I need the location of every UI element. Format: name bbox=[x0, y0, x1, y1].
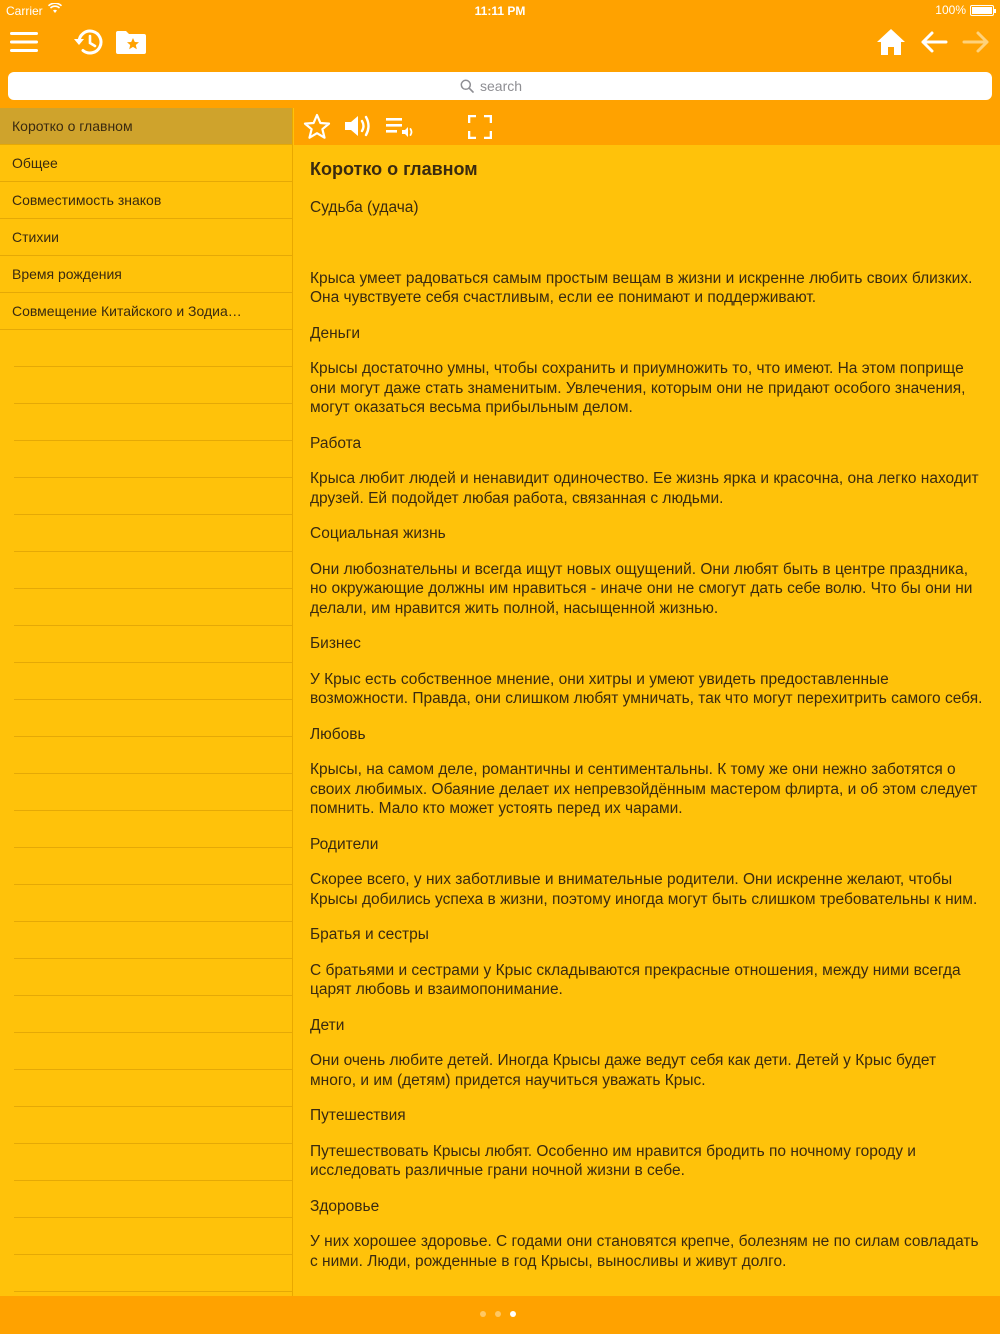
sidebar-empty-row bbox=[14, 1218, 292, 1255]
battery-indicator bbox=[935, 3, 994, 17]
fullscreen-icon bbox=[468, 115, 492, 139]
sidebar-empty-row bbox=[14, 922, 292, 959]
section-heading-health: Здоровье bbox=[310, 1197, 380, 1215]
sidebar-empty-row bbox=[14, 1181, 292, 1218]
content-toolbar bbox=[294, 108, 1000, 145]
sidebar-empty-row bbox=[14, 885, 292, 922]
article-content bbox=[294, 145, 1000, 1296]
sidebar-empty-row bbox=[14, 1107, 292, 1144]
menu-button[interactable] bbox=[8, 28, 40, 56]
bottom-bar bbox=[0, 1296, 1000, 1334]
bookmarks-folder-icon bbox=[115, 29, 147, 55]
sidebar-empty-row bbox=[14, 663, 292, 700]
sidebar-empty-row bbox=[14, 589, 292, 626]
paragraph-siblings: С братьями и сестрами у Крыс складываются прекрасные отношения, между ними всегда царят любовь и взаимопонимание. bbox=[310, 961, 961, 998]
section-heading-siblings: Братья и сестры bbox=[310, 926, 429, 943]
battery-icon bbox=[970, 5, 994, 16]
search-icon bbox=[460, 79, 474, 93]
sidebar-empty-row bbox=[14, 700, 292, 737]
clock: 11:11 PM bbox=[474, 4, 526, 18]
sidebar-empty-row bbox=[14, 404, 292, 441]
paragraph-children: Они очень любите детей. Иногда Крысы даже ведут себя как дети. Детей у Крыс будет много, и им (детям) придется научиться уважать Крыс. bbox=[310, 1052, 937, 1089]
top-bar bbox=[0, 0, 1000, 108]
paragraph-love: Крысы, на самом деле, романтичны и сентиментальны. К тому же они нежно заботятся о своих любимых. Обаяние делает их непревзойдённым мастером флирта, и об этом следует помнить. Мало кто может устоять перед их чарами. bbox=[310, 761, 978, 817]
battery-percent: 100% bbox=[935, 3, 966, 17]
sidebar-empty-row bbox=[14, 330, 292, 367]
sidebar-item-elements[interactable]: Стихии bbox=[0, 219, 292, 256]
sidebar-empty-row bbox=[14, 1255, 292, 1292]
back-button[interactable] bbox=[918, 28, 950, 56]
home-icon bbox=[876, 28, 906, 56]
section-heading-fate: Судьба (удача) bbox=[310, 199, 419, 216]
paragraph-social-life: Они любознательны и всегда ищут новых ощущений. Они любят быть в центре праздника, но окружающие должны им нравиться - иначе они не смогут дать себе волю. Что бы они ни делали, им нравится жить полной, насыщенной жизнью. bbox=[310, 560, 973, 617]
speak-button[interactable] bbox=[343, 111, 373, 141]
spacer bbox=[310, 234, 984, 269]
section-heading-parents: Родители bbox=[310, 835, 379, 853]
section-heading-love: Любовь bbox=[310, 725, 366, 743]
playlist-button[interactable] bbox=[384, 112, 418, 142]
sidebar-empty-row bbox=[14, 626, 292, 663]
paragraph-parents: Скорее всего, у них заботливые и внимательные родители. Они искренне желают, чтобы Крысы добились успеха в жизни, поэтому иногда могут быть слишком требовательны к ним. bbox=[310, 871, 978, 908]
sidebar-empty-row bbox=[14, 996, 292, 1033]
paragraph-work: Крыса любит людей и ненавидит одиночество. Ее жизнь ярка и красочна, она легко находит друзей. Ей подойдет любая работа, связанная с людьми. bbox=[310, 470, 979, 507]
sidebar-empty-row bbox=[14, 478, 292, 515]
section-heading-social-life: Социальная жизнь bbox=[310, 525, 446, 542]
menu-icon bbox=[10, 31, 38, 53]
history-button[interactable] bbox=[70, 26, 106, 58]
sidebar-empty-row bbox=[14, 367, 292, 404]
section-heading-travel: Путешествия bbox=[310, 1107, 406, 1124]
article-title: Коротко о главном bbox=[310, 159, 478, 179]
sidebar-item-compatibility[interactable]: Совместимость знаков bbox=[0, 182, 292, 219]
page-dot[interactable] bbox=[480, 1311, 486, 1317]
paragraph-money: Крысы достаточно умны, чтобы сохранить и приумножить то, что имеют. На этом поприще они могут даже стать знаменитым. Увлечения, которым они не придают особого значения, могут оказаться весьма прибыльным делом. bbox=[310, 360, 966, 416]
section-heading-work: Работа bbox=[310, 434, 362, 452]
playlist-audio-icon bbox=[385, 114, 417, 140]
page-indicator[interactable] bbox=[480, 1311, 516, 1317]
paragraph-health: У них хорошее здоровье. С годами они становятся крепче, болезням не по силам совладать с ними. Люди, рожденные в год Крысы, выносливы и живут долго. bbox=[310, 1233, 979, 1270]
bookmarks-button[interactable] bbox=[114, 27, 148, 57]
paragraph-fate: Крыса умеет радоваться самым простым вещам в жизни и искренне любить своих близких. Она чувствуете себя счастливым, если ее понимают и поддерживают. bbox=[310, 269, 973, 306]
sidebar-item-general[interactable]: Общее bbox=[0, 145, 292, 182]
page-dot[interactable] bbox=[510, 1311, 516, 1317]
speaker-icon bbox=[343, 113, 373, 139]
search-bar[interactable] bbox=[8, 72, 992, 100]
home-button[interactable] bbox=[874, 26, 908, 58]
sidebar-empty-rows bbox=[0, 330, 292, 1292]
sidebar-item-summary[interactable]: Коротко о главном bbox=[0, 108, 292, 145]
sidebar-empty-row bbox=[14, 811, 292, 848]
sidebar-empty-row bbox=[14, 552, 292, 589]
history-icon bbox=[72, 27, 104, 57]
section-heading-money: Деньги bbox=[310, 324, 361, 342]
sidebar-empty-row bbox=[14, 737, 292, 774]
paragraph-travel: Путешествовать Крысы любят. Особенно им нравится бродить по ночному городу и исследовать различные грани ночной жизни в себе. bbox=[310, 1142, 916, 1179]
sidebar-item-birth-time[interactable]: Время рождения bbox=[0, 256, 292, 293]
section-heading-business: Бизнес bbox=[310, 635, 361, 652]
forward-button[interactable] bbox=[960, 28, 992, 56]
sidebar-empty-row bbox=[14, 848, 292, 885]
paragraph-business: У Крыс есть собственное мнение, они хитры и умеют увидеть предоставленные возможности. Правда, они слишком любят умничать, так что могут перехитрить самого себя. bbox=[310, 670, 983, 707]
sidebar-empty-row bbox=[14, 1033, 292, 1070]
page-dot[interactable] bbox=[495, 1311, 501, 1317]
sidebar-empty-row bbox=[14, 515, 292, 552]
forward-arrow-icon bbox=[962, 30, 990, 54]
sidebar-empty-row bbox=[14, 774, 292, 811]
sidebar-empty-row bbox=[14, 1070, 292, 1107]
search-input[interactable] bbox=[480, 78, 540, 94]
sidebar-empty-row bbox=[14, 959, 292, 996]
star-icon bbox=[303, 113, 331, 140]
status-bar bbox=[0, 0, 1000, 22]
section-heading-children: Дети bbox=[310, 1016, 345, 1034]
carrier-label: Carrier bbox=[6, 4, 43, 18]
fullscreen-button[interactable] bbox=[466, 113, 494, 141]
sidebar bbox=[0, 108, 293, 1296]
favorite-button[interactable] bbox=[302, 111, 332, 141]
sidebar-empty-row bbox=[14, 1144, 292, 1181]
sidebar-empty-row bbox=[14, 441, 292, 478]
back-arrow-icon bbox=[920, 30, 948, 54]
sidebar-item-chinese-zodiac-combination[interactable]: Совмещение Китайского и Зодиа… bbox=[0, 293, 292, 330]
